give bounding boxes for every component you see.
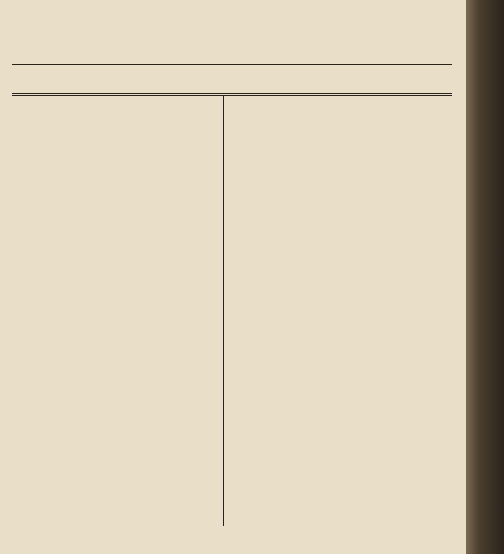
book-spine bbox=[466, 0, 504, 554]
issue-rule-top bbox=[12, 93, 452, 94]
left-column bbox=[12, 100, 219, 538]
issue-line bbox=[14, 71, 38, 89]
right-column bbox=[229, 100, 454, 538]
masthead-rule bbox=[12, 64, 452, 65]
column-divider bbox=[223, 96, 224, 526]
issue-rule-bottom bbox=[12, 95, 452, 96]
